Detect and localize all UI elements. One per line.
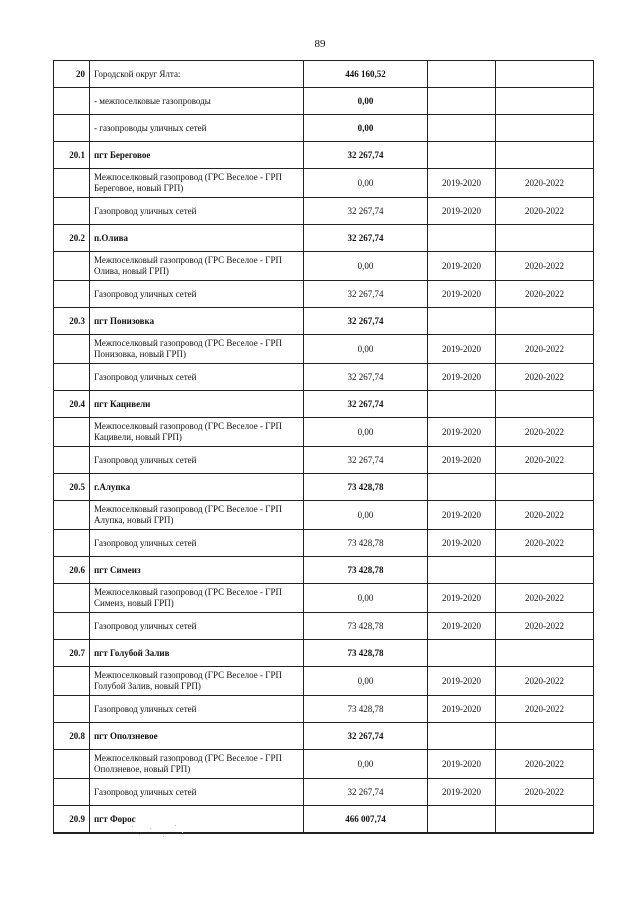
row-years-construction xyxy=(496,308,594,335)
row-name: Межпоселковый газопровод (ГРС Веселое - ГРП Олива, новый ГРП) xyxy=(90,252,304,281)
row-value: 73 428,78 xyxy=(304,640,428,667)
table-row xyxy=(54,61,594,88)
table-row xyxy=(54,335,594,364)
row-name: пгт Оползневое xyxy=(90,723,304,750)
table-row xyxy=(54,281,594,308)
row-number: 20.1 xyxy=(54,142,90,169)
row-years-construction xyxy=(496,474,594,501)
row-number xyxy=(54,750,90,779)
row-number xyxy=(54,667,90,696)
row-number: 20.7 xyxy=(54,640,90,667)
row-years-construction xyxy=(496,142,594,169)
row-name: Межпоселковый газопровод (ГРС Веселое - ГРП Алупка, новый ГРП) xyxy=(90,501,304,530)
row-years-design xyxy=(428,391,496,418)
row-value: 32 267,74 xyxy=(304,281,428,308)
row-years-construction: 2020-2022 xyxy=(496,613,594,640)
table-row xyxy=(54,88,594,115)
table-row xyxy=(54,169,594,198)
row-name: Газопровод уличных сетей xyxy=(90,281,304,308)
row-value: 32 267,74 xyxy=(304,142,428,169)
row-number: 20.4 xyxy=(54,391,90,418)
table-row xyxy=(54,640,594,667)
row-number xyxy=(54,281,90,308)
table-row xyxy=(54,391,594,418)
row-value: 32 267,74 xyxy=(304,779,428,806)
row-years-construction: 2020-2022 xyxy=(496,335,594,364)
row-number: 20 xyxy=(54,61,90,88)
row-years-construction xyxy=(496,723,594,750)
row-value: 446 160,52 xyxy=(304,61,428,88)
row-years-design xyxy=(428,142,496,169)
table-row xyxy=(54,723,594,750)
row-value: 0,00 xyxy=(304,750,428,779)
table-row xyxy=(54,474,594,501)
row-years-construction: 2020-2022 xyxy=(496,501,594,530)
row-years-construction xyxy=(496,806,594,834)
table-row xyxy=(54,364,594,391)
table-row xyxy=(54,225,594,252)
row-years-design: 2019-2020 xyxy=(428,418,496,447)
row-name: Межпоселковый газопровод (ГРС Веселое - ГРП Береговое, новый ГРП) xyxy=(90,169,304,198)
row-years-construction: 2020-2022 xyxy=(496,584,594,613)
row-years-design xyxy=(428,88,496,115)
row-name: пгт Симеиз xyxy=(90,557,304,584)
row-years-design xyxy=(428,640,496,667)
row-name: Газопровод уличных сетей xyxy=(90,198,304,225)
row-years-construction: 2020-2022 xyxy=(496,418,594,447)
row-years-construction: 2020-2022 xyxy=(496,779,594,806)
row-number xyxy=(54,447,90,474)
table-row xyxy=(54,142,594,169)
row-number: 20.9 xyxy=(54,806,90,834)
row-years-design: 2019-2020 xyxy=(428,198,496,225)
row-name: Газопровод уличных сетей xyxy=(90,530,304,557)
row-name: Газопровод уличных сетей xyxy=(90,696,304,723)
row-name: Межпоселковый газопровод (ГРС Веселое - ГРП Симеиз, новый ГРП) xyxy=(90,584,304,613)
row-years-design: 2019-2020 xyxy=(428,447,496,474)
row-years-construction xyxy=(496,225,594,252)
row-years-design xyxy=(428,806,496,834)
page-number: 89 xyxy=(314,38,326,50)
row-years-design: 2019-2020 xyxy=(428,252,496,281)
row-value: 73 428,78 xyxy=(304,474,428,501)
row-years-construction: 2020-2022 xyxy=(496,364,594,391)
row-years-design xyxy=(428,115,496,142)
table-row xyxy=(54,252,594,281)
row-number xyxy=(54,696,90,723)
row-name: пгт Кацивели xyxy=(90,391,304,418)
row-value: 32 267,74 xyxy=(304,391,428,418)
table-row xyxy=(54,198,594,225)
row-name: пгт Понизовка xyxy=(90,308,304,335)
row-value: 73 428,78 xyxy=(304,613,428,640)
row-name: п.Олива xyxy=(90,225,304,252)
row-years-construction xyxy=(496,61,594,88)
row-value: 0,00 xyxy=(304,115,428,142)
row-number: 20.6 xyxy=(54,557,90,584)
row-years-design xyxy=(428,557,496,584)
row-value: 73 428,78 xyxy=(304,557,428,584)
row-years-design xyxy=(428,308,496,335)
row-value: 0,00 xyxy=(304,335,428,364)
row-years-design: 2019-2020 xyxy=(428,335,496,364)
row-years-design xyxy=(428,723,496,750)
row-number xyxy=(54,364,90,391)
table-row xyxy=(54,584,594,613)
row-value: 0,00 xyxy=(304,667,428,696)
row-number xyxy=(54,501,90,530)
row-number xyxy=(54,584,90,613)
row-name: пгт Форос xyxy=(90,806,304,834)
row-value: 32 267,74 xyxy=(304,308,428,335)
row-value: 0,00 xyxy=(304,88,428,115)
row-value: 0,00 xyxy=(304,584,428,613)
row-number: 20.2 xyxy=(54,225,90,252)
row-years-design: 2019-2020 xyxy=(428,779,496,806)
row-years-construction: 2020-2022 xyxy=(496,750,594,779)
row-number xyxy=(54,115,90,142)
row-value: 0,00 xyxy=(304,501,428,530)
row-name: Межпоселковый газопровод (ГРС Веселое - ГРП Кацивели, новый ГРП) xyxy=(90,418,304,447)
row-name: - межпоселковые газопроводы xyxy=(90,88,304,115)
row-value: 0,00 xyxy=(304,252,428,281)
row-years-design: 2019-2020 xyxy=(428,364,496,391)
scan-speckle xyxy=(130,822,190,842)
row-years-design: 2019-2020 xyxy=(428,667,496,696)
table-row xyxy=(54,501,594,530)
row-years-design: 2019-2020 xyxy=(428,750,496,779)
row-value: 32 267,74 xyxy=(304,225,428,252)
row-years-construction: 2020-2022 xyxy=(496,252,594,281)
row-number: 20.3 xyxy=(54,308,90,335)
row-years-construction: 2020-2022 xyxy=(496,530,594,557)
row-number xyxy=(54,530,90,557)
row-number xyxy=(54,88,90,115)
row-number: 20.5 xyxy=(54,474,90,501)
row-value: 32 267,74 xyxy=(304,364,428,391)
row-name: Городской округ Ялта: xyxy=(90,61,304,88)
table-row xyxy=(54,557,594,584)
row-years-construction: 2020-2022 xyxy=(496,447,594,474)
row-name: Газопровод уличных сетей xyxy=(90,447,304,474)
row-number xyxy=(54,418,90,447)
row-years-design xyxy=(428,225,496,252)
row-value: 73 428,78 xyxy=(304,696,428,723)
row-years-design: 2019-2020 xyxy=(428,281,496,308)
row-years-design: 2019-2020 xyxy=(428,613,496,640)
table-body xyxy=(54,61,594,834)
table-row xyxy=(54,308,594,335)
row-name: Межпоселковый газопровод (ГРС Веселое - ГРП Оползневое, новый ГРП) xyxy=(90,750,304,779)
table-row xyxy=(54,667,594,696)
row-years-design: 2019-2020 xyxy=(428,169,496,198)
row-name: пгт Береговое xyxy=(90,142,304,169)
row-number: 20.8 xyxy=(54,723,90,750)
row-years-design: 2019-2020 xyxy=(428,696,496,723)
row-name: Межпоселковый газопровод (ГРС Веселое - ГРП Понизовка, новый ГРП) xyxy=(90,335,304,364)
row-value: 32 267,74 xyxy=(304,198,428,225)
row-name: Газопровод уличных сетей xyxy=(90,779,304,806)
row-number xyxy=(54,169,90,198)
table-row xyxy=(54,613,594,640)
table-row xyxy=(54,115,594,142)
row-number xyxy=(54,335,90,364)
row-name: Межпоселковый газопровод (ГРС Веселое - ГРП Голубой Залив, новый ГРП) xyxy=(90,667,304,696)
row-years-construction xyxy=(496,391,594,418)
row-number xyxy=(54,252,90,281)
row-value: 32 267,74 xyxy=(304,447,428,474)
row-value: 0,00 xyxy=(304,169,428,198)
row-value: 73 428,78 xyxy=(304,530,428,557)
row-name: Газопровод уличных сетей xyxy=(90,613,304,640)
row-years-construction xyxy=(496,557,594,584)
table-row xyxy=(54,779,594,806)
row-years-construction: 2020-2022 xyxy=(496,169,594,198)
row-years-construction: 2020-2022 xyxy=(496,198,594,225)
table-row xyxy=(54,418,594,447)
table-row xyxy=(54,447,594,474)
row-value: 466 007,74 xyxy=(304,806,428,834)
row-years-construction xyxy=(496,640,594,667)
row-years-design xyxy=(428,61,496,88)
row-number xyxy=(54,613,90,640)
row-years-design xyxy=(428,474,496,501)
row-name: Газопровод уличных сетей xyxy=(90,364,304,391)
gas-pipeline-table xyxy=(53,60,594,834)
row-years-construction: 2020-2022 xyxy=(496,281,594,308)
row-name: г.Алупка xyxy=(90,474,304,501)
row-number xyxy=(54,198,90,225)
row-years-construction: 2020-2022 xyxy=(496,667,594,696)
row-years-construction xyxy=(496,88,594,115)
table-row xyxy=(54,696,594,723)
table-row xyxy=(54,750,594,779)
row-number xyxy=(54,779,90,806)
row-value: 32 267,74 xyxy=(304,723,428,750)
row-name: - газопроводы уличных сетей xyxy=(90,115,304,142)
row-years-construction: 2020-2022 xyxy=(496,696,594,723)
row-years-design: 2019-2020 xyxy=(428,501,496,530)
row-name: пгт Голубой Залив xyxy=(90,640,304,667)
table-row xyxy=(54,530,594,557)
row-years-construction xyxy=(496,115,594,142)
row-years-design: 2019-2020 xyxy=(428,530,496,557)
row-value: 0,00 xyxy=(304,418,428,447)
row-years-design: 2019-2020 xyxy=(428,584,496,613)
